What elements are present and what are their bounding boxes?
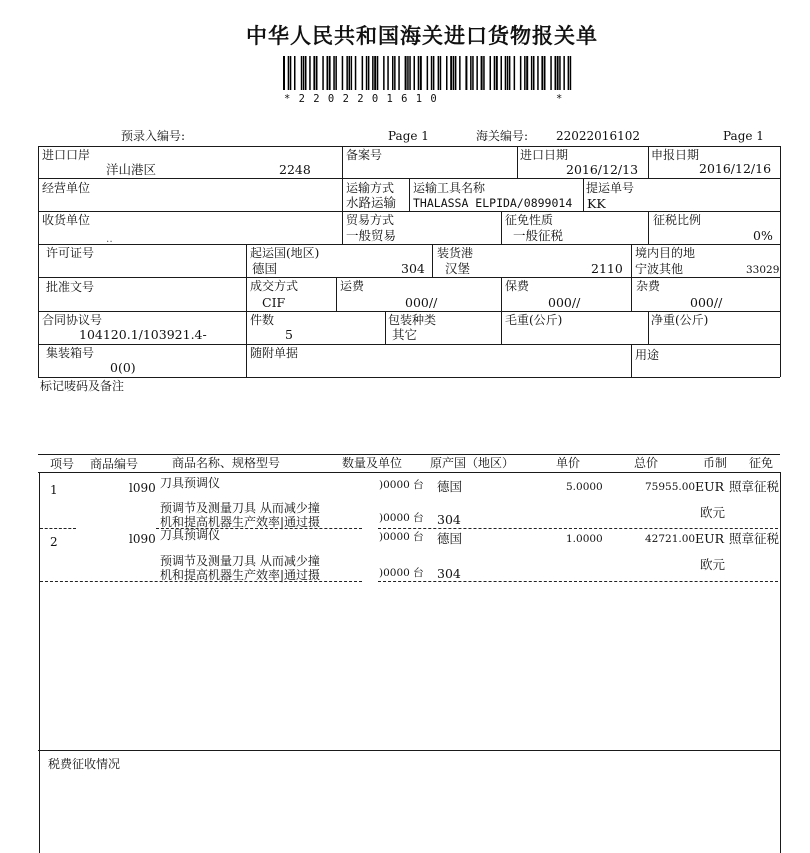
barcode-bar: [335, 56, 337, 90]
package-value: 其它: [392, 327, 418, 342]
item-currency-name: 欧元: [700, 557, 726, 572]
barcode-bar: [440, 56, 442, 90]
item-code: l090: [129, 532, 156, 546]
approval-label: 批准文号: [46, 280, 95, 294]
barcode-bar: [368, 56, 370, 90]
tax-section-label: 税费征收情况: [48, 757, 121, 771]
item-currency-name: 欧元: [700, 505, 726, 520]
insurance-value: 000//: [548, 295, 581, 310]
barcode-bar: [472, 56, 474, 90]
item-origin-code: 304: [437, 512, 461, 527]
barcode-bar: [450, 56, 452, 90]
barcode-bar: [544, 56, 546, 90]
misc-label: 杂费: [636, 279, 661, 293]
item-origin: 德国: [437, 479, 463, 494]
destination-label: 境内目的地: [635, 246, 696, 260]
origin-country-value: 德国: [252, 261, 278, 276]
bill-label: 提运单号: [586, 181, 635, 195]
barcode-bar: [327, 56, 329, 90]
customs-no: 22022016102: [556, 129, 640, 143]
barcode-bar: [322, 56, 324, 90]
pieces-value: 5: [285, 327, 293, 342]
barcode-bar: [481, 56, 483, 90]
item-total: 75955.00: [645, 481, 696, 493]
item-exempt: 照章征税: [729, 532, 780, 546]
barcode-bar: [418, 56, 420, 90]
deal-mode-label: 成交方式: [250, 279, 299, 293]
loading-port-label: 装货港: [437, 246, 474, 260]
item-origin-code: 304: [437, 566, 461, 581]
barcode-bar: [520, 56, 522, 90]
barcode-bar: [509, 56, 511, 90]
transport-mode-value: 水路运输: [346, 195, 397, 210]
import-port-label: 进口口岸: [42, 148, 91, 162]
item-qty: )0000 台: [379, 479, 424, 491]
barcode-bar: [470, 56, 472, 90]
consignee-label: 收货单位: [42, 213, 91, 227]
page-left: Page 1: [388, 129, 429, 143]
barcode-bar: [305, 56, 307, 90]
barcode-bar: [557, 56, 559, 90]
barcode-bar: [313, 56, 315, 90]
item-spec-line1: 预调节及测量刀具 从而减少撞: [160, 501, 320, 515]
item-qty-2: )0000 台: [379, 512, 424, 524]
import-port-code: 2248: [279, 162, 311, 177]
item-spec-line2: 机和提高机器生产效率|通过摄: [160, 568, 321, 582]
operator-label: 经营单位: [42, 181, 91, 195]
declare-date-value: 2016/12/16: [699, 161, 772, 176]
import-date-value: 2016/12/13: [566, 162, 639, 177]
barcode-bar: [559, 56, 561, 90]
item-code: l090: [129, 481, 156, 495]
barcode-bar: [333, 56, 335, 90]
barcode-bar: [507, 56, 509, 90]
barcode-number: * 2 2 0 2 2 0 1 6 1 0: [284, 93, 438, 105]
barcode: [283, 56, 573, 92]
usage-label: 用途: [635, 348, 660, 362]
remarks-label: 标记唛码及备注: [40, 379, 125, 393]
barcode-bar: [420, 56, 422, 90]
item-origin: 德国: [437, 531, 463, 546]
item-spec-line2: 机和提高机器生产效率|通过摄: [160, 515, 321, 529]
barcode-bar: [294, 56, 296, 90]
origin-country-label: 起运国(地区): [250, 246, 320, 260]
consignee-mark: ..: [106, 233, 113, 245]
barcode-bar: [555, 56, 557, 90]
bill-value: KK: [587, 196, 606, 211]
barcode-bar: [505, 56, 507, 90]
freight-value: 000//: [405, 295, 438, 310]
barcode-bar: [362, 56, 364, 90]
barcode-bar: [494, 56, 496, 90]
barcode-bar: [550, 56, 552, 90]
barcode-bar: [349, 56, 351, 90]
vehicle-value: THALASSA ELPIDA/0899014: [413, 196, 573, 210]
gross-weight-label: 毛重(公斤): [505, 313, 563, 327]
loading-port-value: 汉堡: [445, 261, 471, 276]
barcode-bar: [537, 56, 539, 90]
barcode-bar: [329, 56, 331, 90]
barcode-bar: [405, 56, 407, 90]
customs-no-label: 海关编号:: [476, 129, 529, 143]
barcode-bar: [483, 56, 485, 90]
item-name: 刀具预调仪: [160, 528, 221, 542]
tax-nature-label: 征免性质: [505, 213, 554, 227]
package-label: 包装种类: [388, 313, 437, 327]
barcode-bar: [501, 56, 503, 90]
item-currency-code: EUR: [695, 531, 725, 546]
barcode-bar: [433, 56, 435, 90]
destination-value: 宁波其他: [635, 262, 684, 276]
barcode-bar: [309, 56, 311, 90]
barcode-bar: [524, 56, 526, 90]
transport-mode-label: 运输方式: [346, 181, 395, 195]
barcode-bar: [514, 56, 516, 90]
origin-country-code: 304: [401, 261, 425, 276]
col-unit-price: 单价: [556, 456, 581, 470]
barcode-bar: [490, 56, 492, 90]
barcode-end-mark: *: [556, 93, 563, 105]
barcode-bar: [431, 56, 433, 90]
barcode-bar: [476, 56, 478, 90]
barcode-bar: [526, 56, 528, 90]
barcode-bar: [316, 56, 318, 90]
container-value: 0(0): [110, 360, 136, 375]
barcode-bar: [303, 56, 305, 90]
prerecord-label: 预录入编号:: [121, 129, 186, 143]
barcode-bar: [283, 56, 285, 90]
col-qty-unit: 数量及单位: [342, 456, 403, 470]
barcode-bar: [290, 56, 292, 90]
form-title: 中华人民共和国海关进口货物报关单: [246, 24, 598, 48]
barcode-bar: [288, 56, 290, 90]
insurance-label: 保费: [505, 279, 530, 293]
item-spec-line1: 预调节及测量刀具 从而减少撞: [160, 554, 320, 568]
barcode-bar: [459, 56, 461, 90]
destination-code: 33029: [746, 264, 780, 276]
barcode-bar: [453, 56, 455, 90]
vehicle-label: 运输工具名称: [413, 181, 486, 195]
barcode-bar: [563, 56, 565, 90]
barcode-bar: [351, 56, 353, 90]
deal-mode-value: CIF: [262, 295, 286, 310]
item-name: 刀具预调仪: [160, 476, 221, 490]
barcode-bar: [392, 56, 394, 90]
barcode-bar: [496, 56, 498, 90]
barcode-bar: [465, 56, 467, 90]
container-label: 集装箱号: [46, 346, 95, 360]
col-item-no: 项号: [50, 457, 75, 471]
barcode-bar: [301, 56, 303, 90]
item-total: 42721.00: [645, 533, 696, 545]
license-label: 许可证号: [46, 246, 95, 260]
barcode-bar: [398, 56, 400, 90]
trade-mode-label: 贸易方式: [346, 213, 395, 227]
barcode-bar: [446, 56, 448, 90]
trade-mode-value: 一般贸易: [346, 228, 397, 243]
declare-date-label: 申报日期: [651, 148, 700, 162]
item-unit-price: 5.0000: [566, 481, 603, 493]
col-total-price: 总价: [634, 456, 659, 470]
item-exempt: 照章征税: [729, 480, 780, 494]
col-name-spec: 商品名称、规格型号: [172, 456, 281, 470]
barcode-bar: [342, 56, 344, 90]
barcode-bar: [387, 56, 389, 90]
barcode-bar: [438, 56, 440, 90]
col-product-code: 商品编号: [90, 457, 139, 471]
item-qty: )0000 台: [379, 531, 424, 543]
tax-ratio-label: 征税比例: [653, 213, 702, 227]
loading-port-code: 2110: [591, 261, 623, 276]
tax-ratio-value: 0%: [753, 228, 773, 243]
net-weight-label: 净重(公斤): [651, 313, 709, 327]
documents-label: 随附单据: [250, 346, 299, 360]
item-no: 2: [50, 535, 58, 549]
item-unit-price: 1.0000: [566, 533, 603, 545]
page-right: Page 1: [723, 129, 764, 143]
barcode-bar: [568, 56, 570, 90]
tax-nature-value: 一般征税: [513, 228, 564, 243]
contract-label: 合同协议号: [42, 313, 103, 327]
import-date-label: 进口日期: [520, 148, 569, 162]
barcode-bar: [355, 56, 357, 90]
barcode-bar: [394, 56, 396, 90]
barcode-bar: [533, 56, 535, 90]
barcode-bar: [407, 56, 409, 90]
item-currency-code: EUR: [695, 479, 725, 494]
item-no: 1: [50, 483, 58, 497]
barcode-bar: [409, 56, 411, 90]
misc-value: 000//: [690, 295, 723, 310]
freight-label: 运费: [340, 279, 365, 293]
barcode-bar: [372, 56, 374, 90]
barcode-bar: [374, 56, 376, 90]
col-origin: 原产国（地区）: [430, 456, 515, 470]
barcode-bar: [541, 56, 543, 90]
barcode-bar: [531, 56, 533, 90]
pieces-label: 件数: [250, 313, 275, 327]
barcode-bar: [346, 56, 348, 90]
barcode-bar: [366, 56, 368, 90]
col-tax-exempt: 征免: [749, 456, 774, 470]
col-currency: 币制: [703, 456, 728, 470]
contract-value: 104120.1/103921.4-: [79, 327, 207, 342]
barcode-bar: [377, 56, 379, 90]
import-port-value: 洋山港区: [106, 162, 157, 177]
item-qty-2: )0000 台: [379, 567, 424, 579]
barcode-bar: [570, 56, 572, 90]
barcode-bar: [427, 56, 429, 90]
barcode-bar: [414, 56, 416, 90]
record-no-label: 备案号: [346, 148, 383, 162]
barcode-bar: [383, 56, 385, 90]
barcode-bar: [455, 56, 457, 90]
